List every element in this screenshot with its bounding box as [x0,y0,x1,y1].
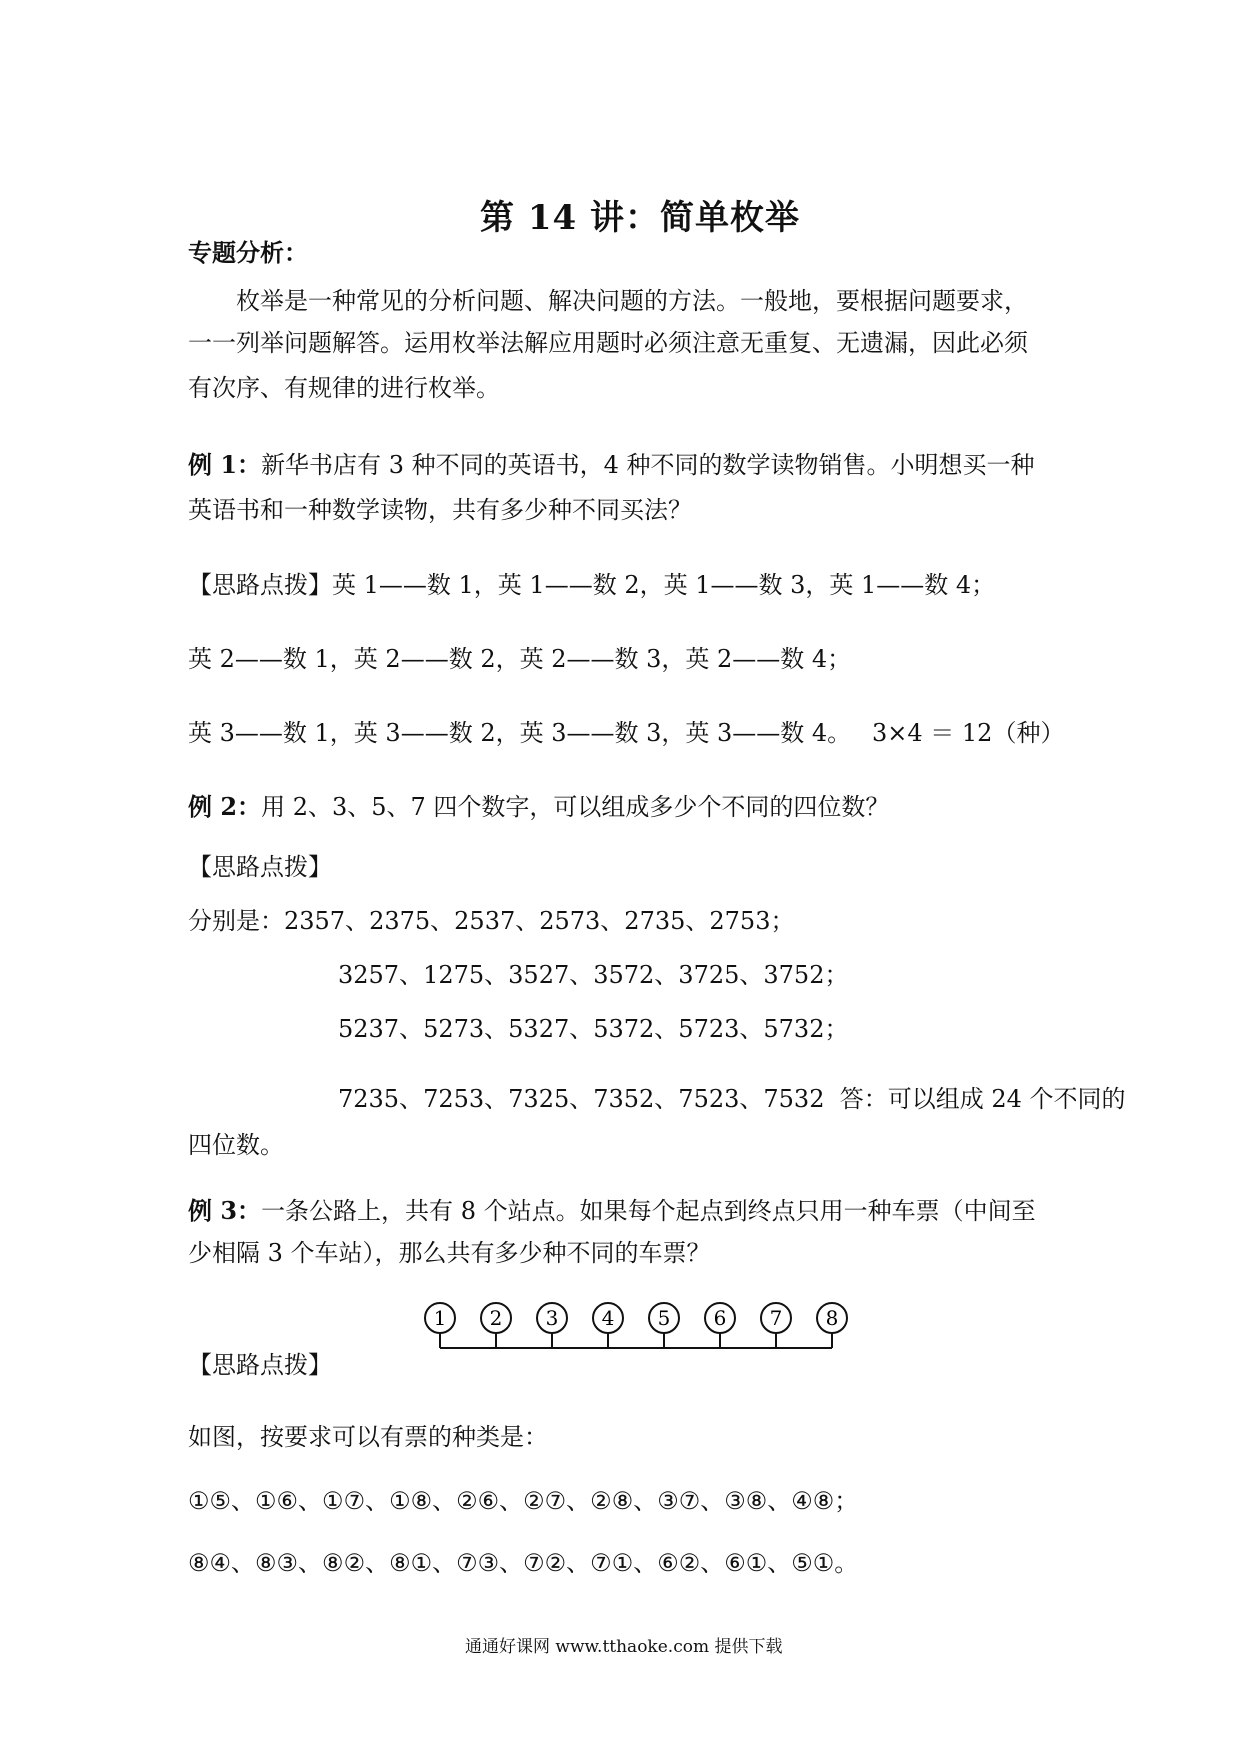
number-row-text: 2357、2375、2537、2573、2735、2753； [284,907,795,935]
number-row-text: 7235、7253、7325、7352、7523、7532 [338,1085,825,1113]
station-label: 2 [489,1306,503,1330]
hint-label: 【思路点拨】 [188,1351,332,1379]
example-1-hint [188,570,995,600]
hint-line: 英 1——数 1，英 1——数 2，英 1——数 3，英 1——数 4； [332,571,996,599]
example-1-question-line: 新华书店有 3 种不同的英语书，4 种不同的数学读物销售。小明想买一种 [261,451,1035,479]
number-row: 3257、1275、3527、3572、3725、3752； [338,961,849,989]
example-3-question [188,1196,1036,1226]
intro-line: 有次序、有规律的进行枚举。 [188,374,500,402]
hint-line: 英 3——数 1，英 3——数 2，英 3——数 3，英 3——数 4。 [188,719,852,747]
hint-label: 【思路点拨】 [188,853,332,881]
example-3-question-line: 一条公路上，共有 8 个站点。如果每个起点到终点只用一种车票（中间至 [261,1197,1036,1225]
ticket-lead: 如图，按要求可以有票的种类是： [188,1423,548,1451]
number-list-lead: 分别是： [188,907,284,935]
hint-line: 英 2——数 1，英 2——数 2，英 2——数 3，英 2——数 4； [188,645,852,673]
station-label: 7 [769,1306,783,1330]
example-3-question-line: 少相隔 3 个车站），那么共有多少种不同的车票？ [188,1239,711,1267]
example-2-question-text: 用 2、3、5、7 四个数字，可以组成多少个不同的四位数？ [261,793,890,821]
answer-text: 答：可以组成 24 个不同的 [839,1085,1126,1113]
ticket-list-line: ①⑤、①⑥、①⑦、①⑧、②⑥、②⑦、②⑧、③⑦、③⑧、④⑧； [188,1487,859,1515]
page-title: 第 14 讲：简单枚举 [480,198,800,238]
formula: 3×4 ＝ 12（种） [872,719,1065,747]
station-diagram [410,1296,870,1356]
number-row [338,1084,1126,1114]
ticket-list-line: ⑧④、⑧③、⑧②、⑧①、⑦③、⑦②、⑦①、⑥②、⑥①、⑤①。 [188,1549,859,1577]
station-label: 6 [713,1306,727,1330]
answer-tail: 四位数。 [188,1131,284,1159]
intro-line: 一一列举问题解答。运用枚举法解应用题时必须注意无重复、无遗漏，因此必须 [188,329,1028,357]
station-label: 1 [433,1306,447,1330]
hint-label: 【思路点拨】 [188,571,332,599]
example-2-label: 例 2： [188,792,262,821]
station-label: 5 [657,1306,671,1330]
example-2-question [188,792,889,822]
example-1-label: 例 1： [188,450,262,479]
example-3-label: 例 3： [188,1196,262,1225]
number-row: 5237、5273、5327、5372、5723、5732； [338,1015,849,1043]
example-1-question-line: 英语书和一种数学读物，共有多少种不同买法？ [188,496,692,524]
intro-line: 枚举是一种常见的分析问题、解决问题的方法。一般地，要根据问题要求， [236,287,1028,315]
number-row [188,906,794,936]
station-label: 8 [825,1306,839,1330]
section-heading: 专题分析： [188,238,308,267]
footer-text: 通通好课网 www.tthaoke.com 提供下载 [465,1637,783,1657]
station-label: 3 [545,1306,559,1330]
station-label: 4 [601,1306,615,1330]
example-1-question [188,450,1035,480]
